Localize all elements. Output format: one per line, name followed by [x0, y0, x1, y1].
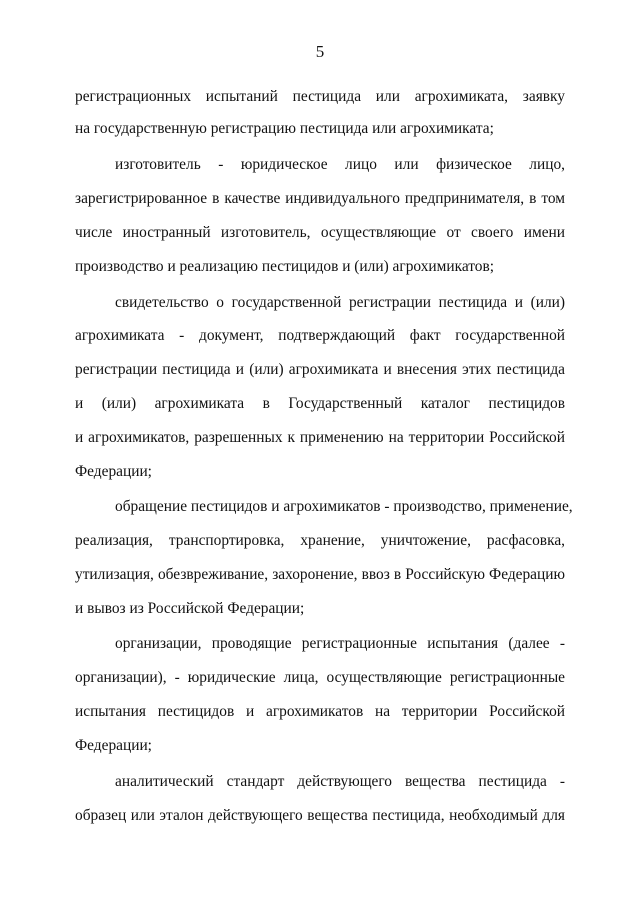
- text-line: числе иностранный изготовитель, осуществляющие от своего имени: [75, 224, 565, 241]
- text-line: обращение пестицидов и агрохимикатов - производство, применение,: [115, 498, 573, 515]
- text-line: аналитический стандарт действующего вещества пестицида -: [115, 773, 565, 790]
- text-line: образец или эталон действующего вещества пестицида, необходимый для: [75, 807, 565, 824]
- text-line: утилизация, обезвреживание, захоронение, ввоз в Российскую Федерацию: [75, 566, 565, 583]
- text-line: и агрохимикатов, разрешенных к применению на территории Российской: [75, 429, 565, 446]
- text-line: организации), - юридические лица, осуществляющие регистрационные: [75, 669, 565, 686]
- text-line: свидетельство о государственной регистрации пестицида и (или): [115, 294, 565, 311]
- text-line: и (или) агрохимиката в Государственный каталог пестицидов: [75, 395, 565, 412]
- text-line: зарегистрированное в качестве индивидуального предпринимателя, в том: [75, 190, 565, 207]
- text-line: изготовитель - юридическое лицо или физическое лицо,: [115, 156, 565, 173]
- text-line: на государственную регистрацию пестицида или агрохимиката;: [75, 120, 494, 137]
- text-line: производство и реализацию пестицидов и (или) агрохимикатов;: [75, 258, 495, 275]
- text-line: регистрации пестицида и (или) агрохимиката и внесения этих пестицида: [75, 361, 565, 378]
- text-line: испытания пестицидов и агрохимикатов на территории Российской: [75, 703, 565, 720]
- text-line: агрохимиката - документ, подтверждающий факт государственной: [75, 327, 565, 344]
- text-line: регистрационных испытаний пестицида или агрохимиката, заявку: [75, 88, 565, 105]
- text-line: реализация, транспортировка, хранение, уничтожение, расфасовка,: [75, 532, 565, 549]
- page-number: 5: [315, 42, 325, 61]
- text-line: и вывоз из Российской Федерации;: [75, 600, 305, 617]
- text-line: Федерации;: [75, 463, 152, 480]
- text-line: организации, проводящие регистрационные испытания (далее -: [115, 635, 565, 652]
- text-line: Федерации;: [75, 737, 152, 754]
